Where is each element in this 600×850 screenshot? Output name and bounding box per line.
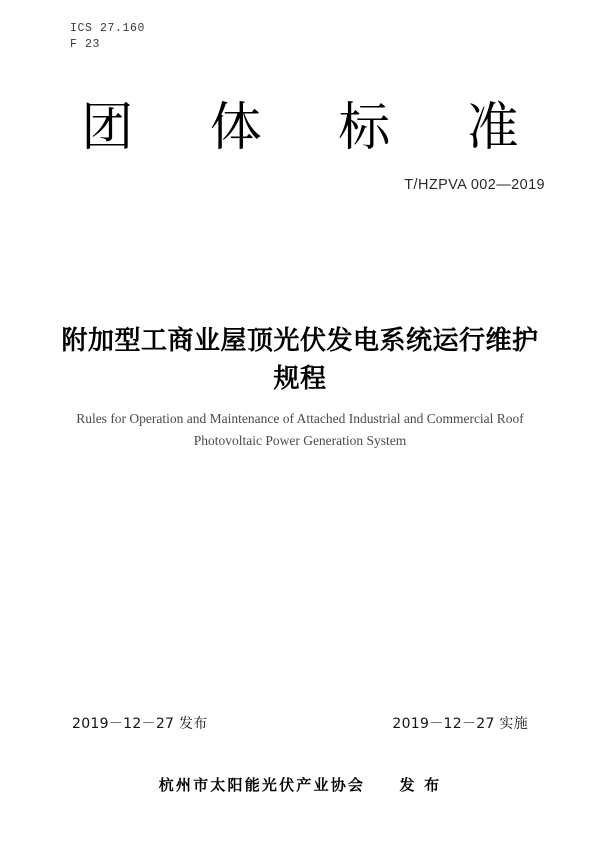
implementation-date: 2019－12－27 实施	[392, 716, 528, 732]
issue-date: 2019－12－27 发布	[72, 716, 208, 732]
document-title-english	[60, 408, 540, 452]
classification-codes	[70, 21, 145, 53]
publisher-line: 杭州市太阳能光伏产业协会 发 布	[158, 776, 442, 794]
dates-row	[72, 714, 528, 734]
classification-code: F 23	[70, 38, 101, 51]
standard-type-heading: 团 体 标 准	[81, 98, 549, 158]
title-english-line-1: Rules for Operation and Maintenance of Attached Industrial and Commercial Roof	[76, 411, 524, 426]
document-title-chinese: 附加型工商业屋顶光伏发电系统运行维护规程	[61, 326, 539, 394]
title-english-line-2: Photovoltaic Power Generation System	[193, 433, 407, 448]
ics-code: ICS 27.160	[70, 22, 146, 35]
standard-number: T/HZPVA 002—2019	[404, 177, 545, 193]
